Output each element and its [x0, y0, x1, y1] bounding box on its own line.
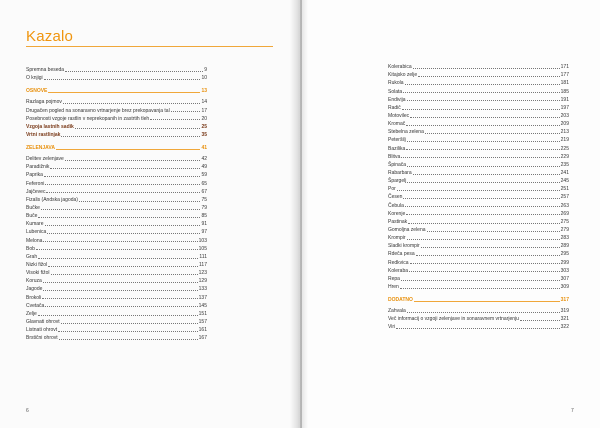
toc-entry-label: Rabarbara [388, 169, 412, 176]
toc-section-heading [26, 81, 207, 97]
right-page [300, 0, 600, 428]
toc-entry-label: Vrtni rastlinjak [26, 131, 61, 138]
toc-entry [26, 154, 207, 162]
toc-entry [388, 86, 569, 94]
dot-leader [44, 176, 200, 177]
toc-entry [388, 282, 569, 290]
toc-entry-label: Kitajsko zelje [388, 72, 418, 79]
toc-entry-label: Bazilika [388, 145, 406, 152]
toc-entry [388, 168, 569, 176]
toc-entry-label: Bob [26, 245, 35, 252]
dot-leader [413, 68, 560, 69]
toc-entry [26, 284, 207, 292]
toc-entry-label: Čebula [388, 202, 404, 209]
toc-entry-page: 203 [560, 112, 569, 119]
toc-left-column [26, 65, 207, 341]
toc-entry-label: Razlaga pojmov [26, 99, 62, 106]
toc-entry [26, 219, 207, 227]
dot-leader [405, 206, 560, 207]
toc-entry-label: Drugačen pogled na sonaravno vrtnarjenje brez prekopavanja tal [26, 107, 170, 114]
dot-leader [410, 263, 560, 264]
toc-entry-label: Korenje [388, 210, 406, 217]
dot-leader [520, 320, 560, 321]
toc-entry-label: Cvetača [26, 302, 45, 309]
toc-entry-page: 42 [201, 156, 207, 163]
toc-entry-page: 49 [201, 164, 207, 171]
toc-entry [388, 62, 569, 70]
toc-entry [388, 314, 569, 322]
toc-entry-page: 309 [560, 283, 569, 290]
dot-leader [396, 328, 560, 329]
toc-entry-label: Motovilec [388, 112, 410, 119]
dot-leader [410, 117, 560, 118]
toc-entry [26, 195, 207, 203]
dot-leader [43, 241, 197, 242]
toc-entry-page: 269 [560, 210, 569, 217]
toc-entry-label: Rdeča pesa [388, 251, 415, 258]
toc-entry-page: 97 [201, 229, 207, 236]
dot-leader [38, 258, 198, 259]
dot-leader [44, 79, 201, 80]
toc-right-column [388, 62, 569, 330]
toc-entry-label: Rukola [388, 80, 404, 87]
toc-entry [388, 241, 569, 249]
dot-leader [406, 125, 559, 126]
toc-entry-page: 229 [560, 153, 569, 160]
dot-leader [425, 133, 560, 134]
toc-entry-label: Por [388, 186, 396, 193]
toc-entry [388, 143, 569, 151]
toc-entry-page: 171 [560, 64, 569, 71]
toc-entry-label: OSNOVE [26, 88, 48, 95]
dot-leader [408, 223, 559, 224]
dot-leader [45, 225, 201, 226]
toc-entry-page: 103 [198, 237, 207, 244]
toc-entry-page: 219 [560, 137, 569, 144]
toc-entry [388, 176, 569, 184]
toc-entry [26, 268, 207, 276]
dot-leader [406, 214, 559, 215]
dot-leader [42, 298, 197, 299]
toc-entry-page: 67 [201, 188, 207, 195]
toc-entry-label: ZELENJAVA [26, 144, 55, 151]
dot-leader [407, 166, 560, 167]
toc-entry-page: 79 [201, 204, 207, 211]
dot-leader [43, 290, 197, 291]
dot-leader [61, 323, 198, 324]
dot-leader [407, 141, 560, 142]
toc-entry-page: 91 [201, 221, 207, 228]
dot-leader [38, 217, 200, 218]
toc-entry [388, 70, 569, 78]
toc-entry [388, 103, 569, 111]
dot-leader [407, 182, 559, 183]
toc-entry-label: Brokoli [26, 294, 42, 301]
toc-entry-label: Stebelna zelena [388, 129, 424, 136]
toc-entry-label: DODATNO [388, 296, 413, 303]
dot-leader [79, 201, 200, 202]
dot-leader [56, 149, 200, 150]
dot-leader [409, 271, 560, 272]
toc-entry-page: 17 [201, 107, 207, 114]
toc-entry-page: 317 [560, 296, 569, 303]
dot-leader [61, 136, 200, 137]
toc-entry [388, 111, 569, 119]
toc-entry-page: 133 [198, 286, 207, 293]
toc-entry-page: 289 [560, 243, 569, 250]
toc-entry-label: Vzgoja lastnih sadik [26, 123, 74, 130]
page-title: Kazalo [26, 28, 74, 45]
toc-entry [26, 114, 207, 122]
toc-entry [388, 225, 569, 233]
toc-entry-page: 322 [560, 324, 569, 331]
toc-section-heading [388, 290, 569, 306]
toc-entry-page: 177 [560, 72, 569, 79]
dot-leader [403, 92, 559, 93]
dot-leader [407, 239, 560, 240]
toc-entry-label: Visoki fižol [26, 270, 50, 277]
toc-entry [388, 78, 569, 86]
toc-entry [388, 266, 569, 274]
toc-entry [26, 73, 207, 81]
dot-leader [414, 301, 560, 302]
toc-entry [388, 233, 569, 241]
dot-leader [50, 168, 200, 169]
dot-leader [36, 249, 198, 250]
page-number-right: 7 [571, 408, 574, 414]
toc-entry [26, 292, 207, 300]
toc-entry-page: 275 [560, 218, 569, 225]
toc-entry [388, 192, 569, 200]
dot-leader [421, 247, 560, 248]
toc-entry [26, 260, 207, 268]
toc-entry-page: 123 [198, 270, 207, 277]
toc-entry-label: Česen [388, 194, 403, 201]
toc-entry-label: Paprika [26, 172, 43, 179]
toc-entry-label: Gomoljna zelena [388, 226, 426, 233]
dot-leader [65, 71, 203, 72]
toc-entry [388, 322, 569, 330]
toc-entry-label: Kromač [388, 121, 406, 128]
toc-entry-label: Špinača [388, 161, 407, 168]
toc-entry-page: 10 [201, 75, 207, 82]
toc-entry-label: Več informacij o vzgoji zelenjave in sonaravnem vrtnarjenju [388, 316, 519, 323]
toc-entry-label: Zahvala [388, 308, 406, 315]
dot-leader [400, 288, 560, 289]
toc-entry-label: Pastinak [388, 218, 408, 225]
toc-entry [388, 95, 569, 103]
dot-leader [41, 209, 201, 210]
toc-entry-label: Kumare [26, 221, 44, 228]
toc-entry-page: 191 [560, 96, 569, 103]
toc-entry-page: 9 [204, 67, 207, 74]
dot-leader [43, 282, 198, 283]
toc-entry-page: 105 [198, 245, 207, 252]
toc-entry-label: Sladki krompir [388, 243, 420, 250]
dot-leader [401, 280, 560, 281]
toc-entry-page: 299 [560, 259, 569, 266]
dot-leader [63, 103, 201, 104]
dot-leader [418, 76, 559, 77]
toc-entry-label: Brstični ohrovt [26, 335, 58, 342]
toc-entry-label: Lubenica [26, 229, 47, 236]
toc-entry-page: 75 [201, 196, 207, 203]
toc-entry-label: Repa [388, 275, 400, 282]
toc-entry-page: 14 [201, 99, 207, 106]
toc-entry [26, 235, 207, 243]
dot-leader [413, 174, 560, 175]
toc-entry-page: 137 [198, 294, 207, 301]
dot-leader [427, 231, 560, 232]
toc-entry [388, 257, 569, 265]
dot-leader [403, 198, 559, 199]
toc-entry [388, 209, 569, 217]
toc-entry [388, 249, 569, 257]
toc-entry-page: 225 [560, 145, 569, 152]
toc-section-heading [26, 138, 207, 154]
toc-entry [388, 160, 569, 168]
toc-entry [388, 127, 569, 135]
toc-entry-page: 283 [560, 235, 569, 242]
dot-leader [402, 109, 560, 110]
toc-entry-page: 129 [198, 278, 207, 285]
dot-leader [45, 184, 200, 185]
dot-leader [405, 84, 560, 85]
toc-entry-page: 85 [201, 213, 207, 220]
toc-entry-label: Zelje [26, 310, 37, 317]
toc-entry-page: 151 [198, 310, 207, 317]
toc-entry [26, 162, 207, 170]
toc-entry-label: Endivija [388, 96, 406, 103]
toc-entry [388, 184, 569, 192]
toc-entry [26, 65, 207, 73]
toc-entry [26, 170, 207, 178]
toc-entry-page: 20 [201, 115, 207, 122]
toc-entry-page: 117 [199, 261, 207, 268]
toc-entry [388, 152, 569, 160]
toc-entry-label: Koruza [26, 278, 42, 285]
toc-entry [26, 97, 207, 105]
toc-entry-label: Redkvica [388, 259, 409, 266]
toc-entry-label: Posebnosti vzgoje rastlin v neprekopanih in zastrtih tleh [26, 115, 150, 122]
toc-entry-label: Kolerabica [388, 64, 412, 71]
toc-entry [26, 325, 207, 333]
toc-entry-page: 161 [198, 327, 207, 334]
toc-entry-label: Bučke [26, 204, 40, 211]
toc-entry-page: 35 [201, 131, 207, 138]
toc-entry-page: 25 [201, 123, 207, 130]
toc-entry [388, 306, 569, 314]
dot-leader [397, 190, 560, 191]
toc-entry-page: 157 [198, 318, 207, 325]
dot-leader [46, 192, 200, 193]
toc-entry [26, 211, 207, 219]
dot-leader [406, 149, 559, 150]
toc-entry-label: Jajčevec [26, 188, 46, 195]
toc-entry [388, 135, 569, 143]
toc-entry-label: Radič [388, 104, 401, 111]
toc-entry-label: Viri [388, 324, 396, 331]
left-page [0, 0, 299, 428]
toc-entry-page: 307 [560, 275, 569, 282]
dot-leader [150, 119, 200, 120]
dot-leader [47, 233, 200, 234]
toc-entry-label: Melona [26, 237, 43, 244]
toc-entry [26, 309, 207, 317]
toc-entry-label: Paradižnik [26, 164, 50, 171]
toc-entry-label: Spremna beseda [26, 67, 65, 74]
toc-entry [26, 276, 207, 284]
toc-entry [26, 317, 207, 325]
toc-entry [26, 244, 207, 252]
dot-leader [407, 100, 560, 101]
toc-entry-page: 185 [560, 88, 569, 95]
dot-leader [416, 255, 560, 256]
dot-leader [58, 331, 198, 332]
toc-entry-page: 295 [560, 251, 569, 258]
dot-leader [48, 266, 198, 267]
toc-entry-page: 213 [560, 129, 569, 136]
toc-entry [26, 203, 207, 211]
toc-entry-label: Delitev zelenjave [26, 156, 64, 163]
toc-entry-label: Nizki fižol [26, 261, 48, 268]
toc-entry [26, 227, 207, 235]
toc-entry-page: 251 [560, 186, 569, 193]
toc-entry-page: 235 [560, 161, 569, 168]
toc-entry-page: 245 [560, 178, 569, 185]
toc-entry-label: Hren [388, 283, 399, 290]
toc-entry [388, 274, 569, 282]
toc-entry [26, 178, 207, 186]
dot-leader [171, 111, 201, 112]
toc-entry-page: 59 [201, 172, 207, 179]
toc-entry [26, 333, 207, 341]
toc-entry-page: 241 [560, 169, 569, 176]
toc-entry-page: 181 [560, 80, 569, 87]
dot-leader [38, 315, 198, 316]
toc-entry-page: 13 [201, 88, 207, 95]
toc-entry-label: Fizalis (Andska jagoda) [26, 196, 78, 203]
dot-leader [59, 339, 198, 340]
toc-entry-label: Jagode [26, 286, 43, 293]
toc-entry [26, 105, 207, 113]
toc-entry-page: 321 [560, 316, 569, 323]
toc-entry-label: Buče [26, 213, 38, 220]
toc-entry-page: 263 [560, 202, 569, 209]
dot-leader [48, 92, 200, 93]
toc-entry [26, 252, 207, 260]
dot-leader [407, 312, 560, 313]
toc-entry-label: O knjigi [26, 75, 43, 82]
dot-leader [51, 274, 198, 275]
toc-entry-page: 319 [560, 308, 569, 315]
toc-entry-label: Feferoni [26, 180, 45, 187]
toc-entry-label: Glavnati ohrovt [26, 318, 60, 325]
toc-entry-page: 111 [199, 253, 207, 260]
toc-entry-label: Krompir [388, 235, 406, 242]
dot-leader [75, 128, 201, 129]
toc-entry-page: 257 [560, 194, 569, 201]
toc-entry-label: Solata [388, 88, 403, 95]
gutter-shadow-right [300, 0, 308, 428]
toc-entry-label: Listnati ohrovt [26, 327, 58, 334]
toc-entry-page: 65 [201, 180, 207, 187]
toc-entry-page: 167 [198, 335, 207, 342]
dot-leader [45, 306, 197, 307]
toc-entry-label: Koleraba [388, 267, 409, 274]
toc-entry [26, 122, 207, 130]
toc-entry [26, 130, 207, 138]
toc-entry [388, 217, 569, 225]
toc-entry-page: 197 [560, 104, 569, 111]
toc-entry-label: Grah [26, 253, 38, 260]
toc-entry-page: 41 [201, 144, 207, 151]
toc-entry [388, 119, 569, 127]
dot-leader [65, 160, 201, 161]
toc-entry [388, 200, 569, 208]
toc-entry-page: 303 [560, 267, 569, 274]
page-number-left: 6 [26, 408, 29, 414]
toc-entry-label: Špargelj [388, 178, 407, 185]
toc-entry-page: 145 [198, 302, 207, 309]
toc-entry [26, 187, 207, 195]
toc-entry [26, 301, 207, 309]
title-rule [26, 46, 273, 47]
dot-leader [401, 157, 559, 158]
toc-entry-label: Blitva [388, 153, 401, 160]
toc-entry-page: 209 [560, 121, 569, 128]
toc-entry-label: Peteršilj [388, 137, 406, 144]
toc-entry-page: 279 [560, 226, 569, 233]
